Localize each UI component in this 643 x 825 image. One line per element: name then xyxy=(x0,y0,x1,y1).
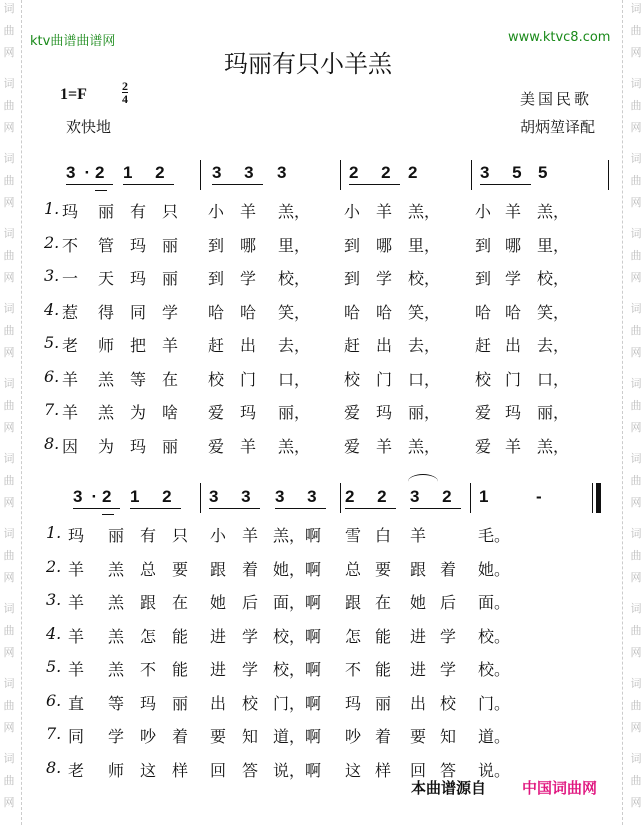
lyric-syllable: 校， xyxy=(408,269,441,288)
watermark-text: 词曲网 xyxy=(3,752,15,809)
slur xyxy=(408,474,438,489)
lyric-syllable: 门 xyxy=(240,369,257,389)
lyric-syllable: 管 xyxy=(98,235,115,255)
lyric-syllable: 到 xyxy=(475,235,492,255)
lyric-syllable: 玛 xyxy=(240,403,257,422)
lyric-syllable: 一 xyxy=(62,269,79,288)
lyric-syllable: 这 xyxy=(140,760,157,780)
lyric-syllable: 说。 xyxy=(478,760,511,780)
lyric-syllable: 雪 xyxy=(345,526,362,545)
lyric-syllable: 要 xyxy=(210,727,227,746)
lyric-syllable: 哈 xyxy=(475,302,492,322)
watermark-text: 词曲网 xyxy=(630,227,642,284)
barline xyxy=(340,160,341,190)
lyric-syllable: 道。 xyxy=(478,727,511,746)
watermark-text: 词曲网 xyxy=(3,527,15,584)
lyric-syllable: 学 xyxy=(440,660,457,679)
lyric-syllable: 笑， xyxy=(408,302,441,322)
lyric-syllable: 哈 xyxy=(208,302,225,322)
lyric-syllable: 跟 xyxy=(410,559,427,579)
lyric-syllable: 出 xyxy=(376,336,393,355)
lyric-syllable: 小 xyxy=(475,202,492,221)
final-barline-thin xyxy=(592,483,593,513)
lyric-syllable: 笑， xyxy=(278,302,311,322)
lyric-syllable: 校，啊 xyxy=(273,626,322,646)
lyric-syllable: 羔 xyxy=(98,369,115,389)
watermark-text: 词曲网 xyxy=(3,227,15,284)
watermark-text: 词曲网 xyxy=(630,527,642,584)
lyric-syllable: 她 xyxy=(210,593,227,612)
verse-number: 5. xyxy=(44,333,60,352)
lyric-syllable: 说，啊 xyxy=(273,760,322,780)
lyric-syllable: 口， xyxy=(408,369,441,389)
lyric-syllable: 丽， xyxy=(537,403,570,422)
lyric-syllable: 校。 xyxy=(478,660,511,679)
note-group: 5 xyxy=(538,163,548,182)
lyric-syllable: 学 xyxy=(162,302,179,322)
watermark-text: 词曲网 xyxy=(630,602,642,659)
watermark-text: 词曲网 xyxy=(630,2,642,59)
lyric-syllable: 羊 xyxy=(505,202,522,221)
watermark-text: 词曲网 xyxy=(630,452,642,509)
lyric-syllable: 丽 xyxy=(172,693,189,713)
watermark-text: 词曲网 xyxy=(630,77,642,134)
barline xyxy=(200,483,201,513)
watermark-text: 词曲网 xyxy=(630,377,642,434)
barline xyxy=(470,483,471,513)
lyric-syllable: 羔， xyxy=(537,202,570,221)
double-underline xyxy=(102,514,114,515)
verse-number: 1. xyxy=(44,199,60,218)
lyric-syllable: 面，啊 xyxy=(273,593,322,612)
watermark-text: 词曲网 xyxy=(630,752,642,809)
lyric-syllable: 出 xyxy=(240,336,257,355)
lyric-syllable: 校， xyxy=(537,269,570,288)
lyric-syllable: 不 xyxy=(140,660,157,679)
lyric-syllable: 能 xyxy=(375,660,392,679)
lyric-syllable: 里， xyxy=(278,235,311,255)
lyric-syllable: 羔 xyxy=(98,403,115,422)
lyric-syllable: 进 xyxy=(410,660,427,679)
lyric-syllable: 进 xyxy=(410,626,427,646)
lyric-syllable: 玛 xyxy=(140,693,157,713)
lyric-syllable: 只 xyxy=(162,202,179,221)
lyric-syllable: 样 xyxy=(375,760,392,780)
lyric-syllable: 赶 xyxy=(344,336,361,355)
lyric-syllable: 道，啊 xyxy=(273,727,322,746)
time-bottom: 4 xyxy=(122,92,128,106)
verse-number: 8. xyxy=(44,433,60,453)
lyric-syllable: 羔， xyxy=(537,436,570,456)
lyric-syllable: 校 xyxy=(440,693,457,713)
note-group: 2 2 xyxy=(349,163,400,185)
lyric-syllable: 小 xyxy=(208,202,225,221)
watermark-text: 词曲网 xyxy=(3,77,15,134)
time-signature xyxy=(122,80,128,105)
lyric-syllable: 羔， xyxy=(408,436,441,456)
lyric-syllable: 羊 xyxy=(242,526,259,545)
lyric-syllable: 学 xyxy=(108,727,125,746)
lyric-syllable: 跟 xyxy=(210,559,227,579)
lyric-syllable: 吵 xyxy=(140,727,157,746)
lyric-syllable: 着 xyxy=(375,727,392,746)
note-group: 3· xyxy=(73,487,106,509)
watermark-text: 词曲网 xyxy=(3,677,15,734)
lyric-syllable: 里， xyxy=(408,235,441,255)
barline xyxy=(340,483,341,513)
lyric-syllable: 直 xyxy=(68,693,85,713)
lyric-syllable: 在 xyxy=(162,369,179,389)
lyric-syllable: 学 xyxy=(376,269,393,288)
lyric-syllable: 去， xyxy=(408,336,441,355)
lyric-syllable: 爱 xyxy=(208,403,225,422)
lyric-syllable: 玛 xyxy=(376,403,393,422)
lyric-syllable: 校， xyxy=(278,269,311,288)
site-url-right[interactable]: www.ktvc8.com xyxy=(508,30,611,45)
note-group: 3 xyxy=(277,163,287,182)
lyric-syllable: 玛 xyxy=(130,436,147,456)
lyric-syllable: 哈 xyxy=(240,302,257,322)
lyric-syllable: 羊 xyxy=(68,660,85,679)
lyric-syllable: 不 xyxy=(62,235,79,255)
lyric-syllable: 羊 xyxy=(240,436,257,456)
lyric-syllable: 羊 xyxy=(376,202,393,221)
lyric-syllable: 能 xyxy=(172,660,189,679)
lyric-syllable: 去， xyxy=(278,336,311,355)
lyric-syllable: 小 xyxy=(210,526,227,545)
lyric-syllable: 师 xyxy=(98,336,115,355)
lyric-syllable: 要 xyxy=(410,727,427,746)
note-group: 2 2 xyxy=(345,487,396,509)
note-group: 3 3 xyxy=(212,163,263,185)
lyric-syllable: 爱 xyxy=(344,403,361,422)
lyric-syllable: 哪 xyxy=(505,235,522,255)
lyric-syllable: 出 xyxy=(505,336,522,355)
verse-number: 1. xyxy=(46,523,62,542)
lyric-syllable: 等 xyxy=(108,693,125,713)
lyric-syllable: 羊 xyxy=(240,202,257,221)
lyric-syllable: 羊 xyxy=(62,403,79,422)
note-group: - xyxy=(536,487,542,506)
watermark-text: 词曲网 xyxy=(3,152,15,209)
verse-number: 4. xyxy=(44,299,60,319)
lyric-syllable: 哈 xyxy=(505,302,522,322)
lyric-syllable: 里， xyxy=(537,235,570,255)
lyric-syllable: 门。 xyxy=(478,693,511,713)
lyric-syllable: 羊 xyxy=(68,559,85,579)
lyric-syllable: 校 xyxy=(475,369,492,389)
lyric-syllable: 后 xyxy=(440,593,457,612)
lyric-syllable: 玛 xyxy=(345,693,362,713)
watermark-text: 词曲网 xyxy=(3,302,15,359)
lyric-syllable: 羊 xyxy=(410,526,427,545)
song-origin: 美国民歌 xyxy=(520,90,593,108)
verse-number: 4. xyxy=(46,623,62,643)
source-site-link[interactable]: 中国词曲网 xyxy=(522,779,598,797)
lyric-syllable: 丽 xyxy=(375,693,392,713)
lyric-syllable: 天 xyxy=(98,269,115,288)
final-barline xyxy=(596,483,601,513)
lyric-syllable: 口， xyxy=(278,369,311,389)
lyric-syllable: 学 xyxy=(440,626,457,646)
lyric-syllable: 赶 xyxy=(475,336,492,355)
lyric-syllable: 这 xyxy=(345,760,362,780)
lyric-syllable: 到 xyxy=(344,269,361,288)
lyric-syllable: 在 xyxy=(375,593,392,612)
double-underline xyxy=(95,190,107,191)
lyric-syllable: 白 xyxy=(375,526,392,545)
lyric-syllable: 门 xyxy=(376,369,393,389)
lyric-syllable: 玛 xyxy=(68,526,85,545)
lyric-syllable: 玛 xyxy=(62,202,79,221)
lyric-syllable: 怎 xyxy=(345,626,362,646)
lyric-syllable: 在 xyxy=(172,593,189,612)
source-label: 本曲谱源自 xyxy=(411,779,487,797)
lyric-syllable: 答 xyxy=(242,760,259,780)
verse-number: 7. xyxy=(44,400,60,419)
lyric-syllable: 回 xyxy=(210,760,227,780)
lyric-syllable: 小 xyxy=(344,202,361,221)
lyric-syllable: 知 xyxy=(440,727,457,746)
lyric-syllable: 羊 xyxy=(162,336,179,355)
note-group: 2 xyxy=(95,163,113,185)
lyric-syllable: 学 xyxy=(505,269,522,288)
lyric-syllable: 毛。 xyxy=(478,526,511,545)
lyric-syllable: 玛 xyxy=(505,403,522,422)
key-signature xyxy=(60,79,128,106)
margin-line-left xyxy=(21,0,22,825)
lyric-syllable: 后 xyxy=(242,593,259,612)
note-group: 1 2 xyxy=(130,487,181,509)
verse-number: 7. xyxy=(46,724,62,743)
lyric-syllable: 惹 xyxy=(62,302,79,322)
verse-number: 2. xyxy=(44,232,60,252)
lyric-syllable: 哪 xyxy=(376,235,393,255)
watermark-text: 词曲网 xyxy=(3,377,15,434)
verse-number: 5. xyxy=(46,657,62,676)
site-logo-left[interactable]: ktv曲谱曲谱网 xyxy=(30,34,116,49)
lyric-syllable: 总 xyxy=(140,559,157,579)
lyric-syllable: 校，啊 xyxy=(273,660,322,679)
watermark-text: 词曲网 xyxy=(630,302,642,359)
lyric-syllable: 跟 xyxy=(140,593,157,612)
lyric-syllable: 羔， xyxy=(278,436,311,456)
lyric-syllable: 到 xyxy=(208,235,225,255)
lyric-syllable: 去， xyxy=(537,336,570,355)
margin-line-right xyxy=(622,0,623,825)
arranger: 胡炳堃译配 xyxy=(520,118,596,136)
verse-number: 3. xyxy=(46,590,62,609)
lyric-syllable: 赶 xyxy=(208,336,225,355)
lyric-syllable: 羔， xyxy=(408,202,441,221)
lyric-syllable: 出 xyxy=(210,693,227,713)
lyric-syllable: 笑， xyxy=(537,302,570,322)
lyric-syllable: 爱 xyxy=(344,436,361,456)
lyric-syllable: 要 xyxy=(172,559,189,579)
lyric-syllable: 学 xyxy=(240,269,257,288)
lyric-syllable: 等 xyxy=(130,369,147,389)
note-group: 3 3 xyxy=(275,487,326,509)
lyric-syllable: 样 xyxy=(172,760,189,780)
lyric-syllable: 面。 xyxy=(478,593,511,612)
lyric-syllable: 到 xyxy=(475,269,492,288)
lyric-syllable: 着 xyxy=(172,727,189,746)
lyric-syllable: 为 xyxy=(98,436,115,456)
note-group: 2 xyxy=(408,163,418,182)
song-title: 玛丽有只小羊羔 xyxy=(224,50,392,78)
lyric-syllable: 门，啊 xyxy=(273,693,322,713)
lyric-syllable: 学 xyxy=(242,626,259,646)
watermark-text: 词曲网 xyxy=(3,602,15,659)
note-group: 3 2 xyxy=(410,487,461,509)
key: 1=F xyxy=(60,86,87,103)
verse-number: 2. xyxy=(46,556,62,576)
barline xyxy=(471,160,472,190)
lyric-syllable: 同 xyxy=(68,727,85,746)
lyric-syllable: 总 xyxy=(345,559,362,579)
lyric-syllable: 丽， xyxy=(278,403,311,422)
lyric-syllable: 玛 xyxy=(130,269,147,288)
lyric-syllable: 丽 xyxy=(162,269,179,288)
lyric-syllable: 爱 xyxy=(475,436,492,456)
lyric-syllable: 哈 xyxy=(344,302,361,322)
lyric-syllable: 羔 xyxy=(108,559,125,579)
note-group: 1 xyxy=(479,487,489,506)
lyric-syllable: 她 xyxy=(410,593,427,612)
lyric-syllable: 丽 xyxy=(162,436,179,456)
note-group: 3 5 xyxy=(480,163,531,185)
lyric-syllable: 把 xyxy=(130,336,147,355)
lyric-syllable: 她。 xyxy=(478,559,511,579)
note-group: 3· xyxy=(66,163,99,185)
lyric-syllable: 能 xyxy=(172,626,189,646)
lyric-syllable: 进 xyxy=(210,660,227,679)
lyric-syllable: 羔 xyxy=(108,660,125,679)
lyric-syllable: 羔， xyxy=(278,202,311,221)
verse-number: 6. xyxy=(44,366,60,386)
tempo-marking: 欢快地 xyxy=(66,118,112,136)
lyric-syllable: 只 xyxy=(172,526,189,545)
lyric-syllable: 回 xyxy=(410,760,427,780)
lyric-syllable: 进 xyxy=(210,626,227,646)
lyric-syllable: 羔，啊 xyxy=(273,526,322,545)
lyric-syllable: 羔 xyxy=(108,593,125,612)
time-top: 2 xyxy=(122,79,128,93)
lyric-syllable: 丽 xyxy=(108,526,125,545)
watermark-text: 词曲网 xyxy=(630,152,642,209)
lyric-syllable: 学 xyxy=(242,660,259,679)
lyric-syllable: 她，啊 xyxy=(273,559,322,579)
note-group: 2 xyxy=(102,487,120,509)
lyric-syllable: 哪 xyxy=(240,235,257,255)
lyric-syllable: 有 xyxy=(140,526,157,545)
lyric-syllable: 同 xyxy=(130,302,147,322)
lyric-syllable: 校 xyxy=(344,369,361,389)
lyric-syllable: 老 xyxy=(68,760,85,780)
barline xyxy=(608,160,609,190)
lyric-syllable: 有 xyxy=(130,202,147,221)
lyric-syllable: 到 xyxy=(208,269,225,288)
lyric-syllable: 口， xyxy=(537,369,570,389)
lyric-syllable: 羊 xyxy=(68,593,85,612)
lyric-syllable: 丽 xyxy=(162,235,179,255)
lyric-syllable: 羊 xyxy=(68,626,85,646)
lyric-syllable: 校 xyxy=(242,693,259,713)
verse-number: 6. xyxy=(46,690,62,710)
verse-number: 8. xyxy=(46,757,62,777)
lyric-syllable: 能 xyxy=(375,626,392,646)
lyric-syllable: 着 xyxy=(242,559,259,579)
lyric-syllable: 跟 xyxy=(345,593,362,612)
lyric-syllable: 为 xyxy=(130,403,147,422)
lyric-syllable: 吵 xyxy=(345,727,362,746)
lyric-syllable: 师 xyxy=(108,760,125,780)
note-group: 1 2 xyxy=(123,163,174,185)
verse-number: 3. xyxy=(44,266,60,285)
lyric-syllable: 爱 xyxy=(208,436,225,456)
barline xyxy=(200,160,201,190)
lyric-syllable: 知 xyxy=(242,727,259,746)
lyric-syllable: 羊 xyxy=(376,436,393,456)
lyric-syllable: 哈 xyxy=(376,302,393,322)
lyric-syllable: 校。 xyxy=(478,626,511,646)
lyric-syllable: 啥 xyxy=(162,403,179,422)
lyric-syllable: 怎 xyxy=(140,626,157,646)
lyric-syllable: 玛 xyxy=(130,235,147,255)
note-group: 3 3 xyxy=(209,487,260,509)
watermark-text: 词曲网 xyxy=(3,2,15,59)
watermark-text: 词曲网 xyxy=(3,452,15,509)
lyric-syllable: 得 xyxy=(98,302,115,322)
lyric-syllable: 出 xyxy=(410,693,427,713)
lyric-syllable: 羊 xyxy=(505,436,522,456)
lyric-syllable: 校 xyxy=(208,369,225,389)
lyric-syllable: 丽 xyxy=(98,202,115,221)
lyric-syllable: 爱 xyxy=(475,403,492,422)
lyric-syllable: 羊 xyxy=(62,369,79,389)
lyric-syllable: 要 xyxy=(375,559,392,579)
watermark-text: 词曲网 xyxy=(630,677,642,734)
lyric-syllable: 老 xyxy=(62,336,79,355)
lyric-syllable: 答 xyxy=(440,760,457,780)
lyric-syllable: 到 xyxy=(344,235,361,255)
lyric-syllable: 门 xyxy=(505,369,522,389)
lyric-syllable: 不 xyxy=(345,660,362,679)
lyric-syllable: 着 xyxy=(440,559,457,579)
lyric-syllable: 丽， xyxy=(408,403,441,422)
lyric-syllable: 因 xyxy=(62,436,79,456)
lyric-syllable: 羔 xyxy=(108,626,125,646)
